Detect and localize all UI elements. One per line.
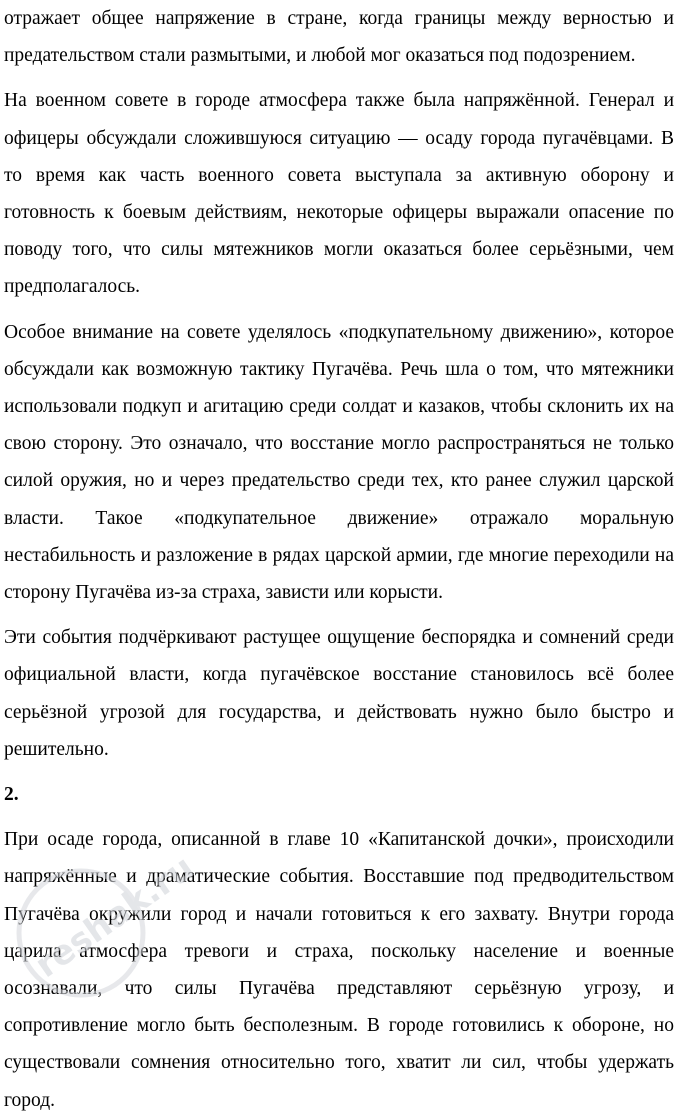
paragraph-4: Эти события подчёркивают растущее ощущение беспорядка и сомнений среди официальной власти, когда пугачёвское восстание становилось всё более серьёзной угрозой для государства, и действовать нужно было быстро и решительно. bbox=[4, 627, 674, 760]
watermark-text: reshak.ru bbox=[27, 847, 202, 986]
paragraph-spacer bbox=[4, 611, 674, 619]
paragraph-spacer bbox=[4, 74, 674, 82]
paragraph-2: На военном совете в городе атмосфера также была напряжённой. Генерал и офицеры обсуждали сложившуюся ситуацию — осаду города пугачёвцами. В то время как часть военного совета выступала за активную оборону и готовность к боевым действиям, некоторые офицеры выражали опасение по поводу того, что силы мятежников могли оказаться более серьёзными, чем предполагалось. bbox=[4, 90, 674, 298]
paragraph-5: При осаде города, описанной в главе 10 «Капитанской дочки», происходили напряжённые и драматические события. Восставшие под предводительством Пугачёва окружили город и начали готовиться к его захвату. Внутри города царила атмосфера тревоги и страха, поскольку население и военные осознавали, что силы Пугачёва представляют серьёзную угрозу, и сопротивление могло быть бесполезным. В городе готовились к обороне, но существовали сомнения относительно того, хватит ли сил, чтобы удержать город. bbox=[4, 829, 674, 1111]
document-page bbox=[4, 0, 674, 1119]
paragraph-spacer bbox=[4, 768, 674, 776]
paragraph-1: отражает общее напряжение в стране, когда границы между верностью и предательством стали размытыми, и любой мог оказаться под подозрением. bbox=[4, 8, 674, 67]
section-number: 2. bbox=[4, 784, 19, 806]
paragraph-3: Особое внимание на совете уделялось «подкупательному движению», которое обсуждали как возможную тактику Пугачёва. Речь шла о том, что мятежники использовали подкуп и агитацию среди солдат и казаков, чтобы склонить их на свою сторону. Это означало, что восстание могло распространяться не только силой оружия, но и через предательство среди тех, кто ранее служил царской власти. Такое «подкупательное движение» отражало моральную нестабильность и разложение в рядах царской армии, где многие переходили на сторону Пугачёва из-за страха, зависти или корысти. bbox=[4, 321, 674, 604]
paragraph-spacer bbox=[4, 306, 674, 314]
paragraph-spacer bbox=[4, 813, 674, 821]
